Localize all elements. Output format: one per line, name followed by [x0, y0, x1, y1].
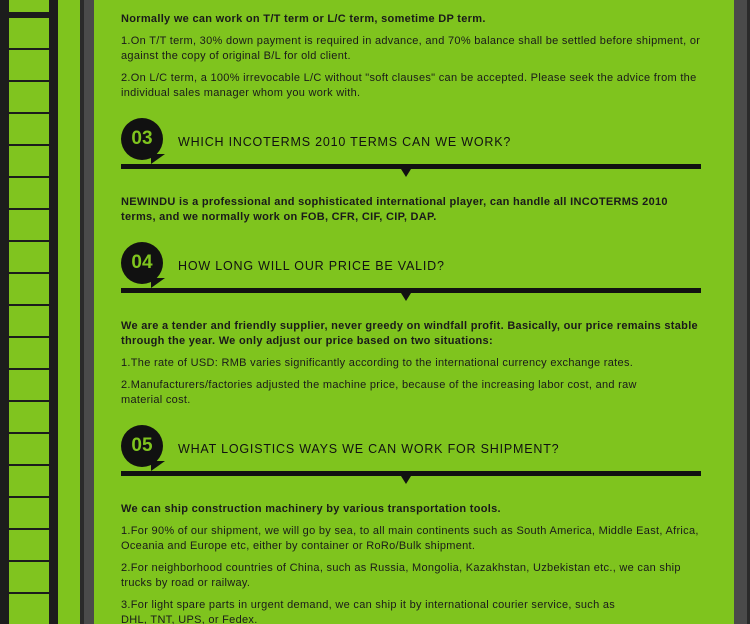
section-list-item: 2.For neighborhood countries of China, such as Russia, Mongolia, Kazakhstan, Uzbekistan etc., we can ship trucks by road or railway. — [121, 562, 681, 589]
film-hole — [9, 498, 49, 528]
section-divider — [121, 471, 701, 476]
section-list-item: 3.For light spare parts in urgent demand, we can ship it by international courier service, such as DHL, TNT, UPS, or Fedex. — [121, 599, 616, 624]
section-number-badge: 03 — [121, 118, 163, 160]
film-hole — [9, 82, 49, 112]
film-hole — [9, 50, 49, 80]
section-number-badge: 04 — [121, 242, 163, 284]
film-hole — [9, 466, 49, 496]
right-rail — [734, 0, 750, 624]
payment-term-item: 2.On L/C term, a 100% irrevocable L/C without "soft clauses" can be accepted. Please seek the advice from the individual sales manager whom you work with. — [121, 72, 697, 99]
film-hole — [9, 242, 49, 272]
section-04-header — [121, 242, 701, 302]
film-hole — [9, 370, 49, 400]
faq-content — [94, 0, 734, 624]
divider-notch-icon — [401, 476, 411, 484]
section-list-item: 2.Manufacturers/factories adjusted the machine price, because of the increasing labor cost, and raw material cost. — [121, 379, 637, 406]
section-title: HOW LONG WILL OUR PRICE BE VALID? — [178, 259, 445, 273]
section-body: We are a tender and friendly supplier, never greedy on windfall profit. Basically, our price remains stable through the year. We only adjust our price based on two situations: — [121, 320, 698, 347]
film-hole — [9, 562, 49, 592]
section-number-badge: 05 — [121, 425, 163, 467]
section-03-header — [121, 118, 701, 178]
section-05-header — [121, 425, 701, 485]
film-hole — [9, 114, 49, 144]
film-hole — [9, 402, 49, 432]
section-title: WHAT LOGISTICS WAYS WE CAN WORK FOR SHIPMENT? — [178, 442, 560, 456]
payment-term-item: 1.On T/T term, 30% down payment is required in advance, and 70% balance shall be settled before shipment, or against the copy of original B/L for old client. — [121, 35, 701, 62]
divider-notch-icon — [401, 169, 411, 177]
payment-terms-heading: Normally we can work on T/T term or L/C term, sometime DP term. — [121, 13, 486, 25]
section-title: WHICH INCOTERMS 2010 TERMS CAN WE WORK? — [178, 135, 512, 149]
section-list-item: 1.For 90% of our shipment, we will go by sea, to all main continents such as South America, Middle East, Africa, Oceania and Europe etc, either by container or RoRo/Bulk shipment. — [121, 525, 699, 552]
section-divider — [121, 288, 701, 293]
section-divider — [121, 164, 701, 169]
film-hole — [9, 178, 49, 208]
film-hole — [9, 306, 49, 336]
section-body: We can ship construction machinery by various transportation tools. — [121, 503, 501, 515]
film-hole — [9, 18, 49, 48]
film-hole — [9, 434, 49, 464]
section-body: NEWINDU is a professional and sophisticated international player, can handle all INCOTERMS 2010 terms, and we normally work on FOB, CFR, CIF, CIP, DAP. — [121, 196, 668, 223]
film-hole — [9, 530, 49, 560]
film-hole — [9, 146, 49, 176]
film-hole — [9, 0, 49, 12]
film-hole — [9, 210, 49, 240]
left-rail — [80, 0, 94, 624]
film-strip-decoration — [0, 0, 58, 624]
divider-notch-icon — [401, 293, 411, 301]
film-hole — [9, 274, 49, 304]
section-list-item: 1.The rate of USD: RMB varies significantly according to the international currency exchange rates. — [121, 357, 634, 369]
film-hole — [9, 594, 49, 624]
film-hole — [9, 338, 49, 368]
